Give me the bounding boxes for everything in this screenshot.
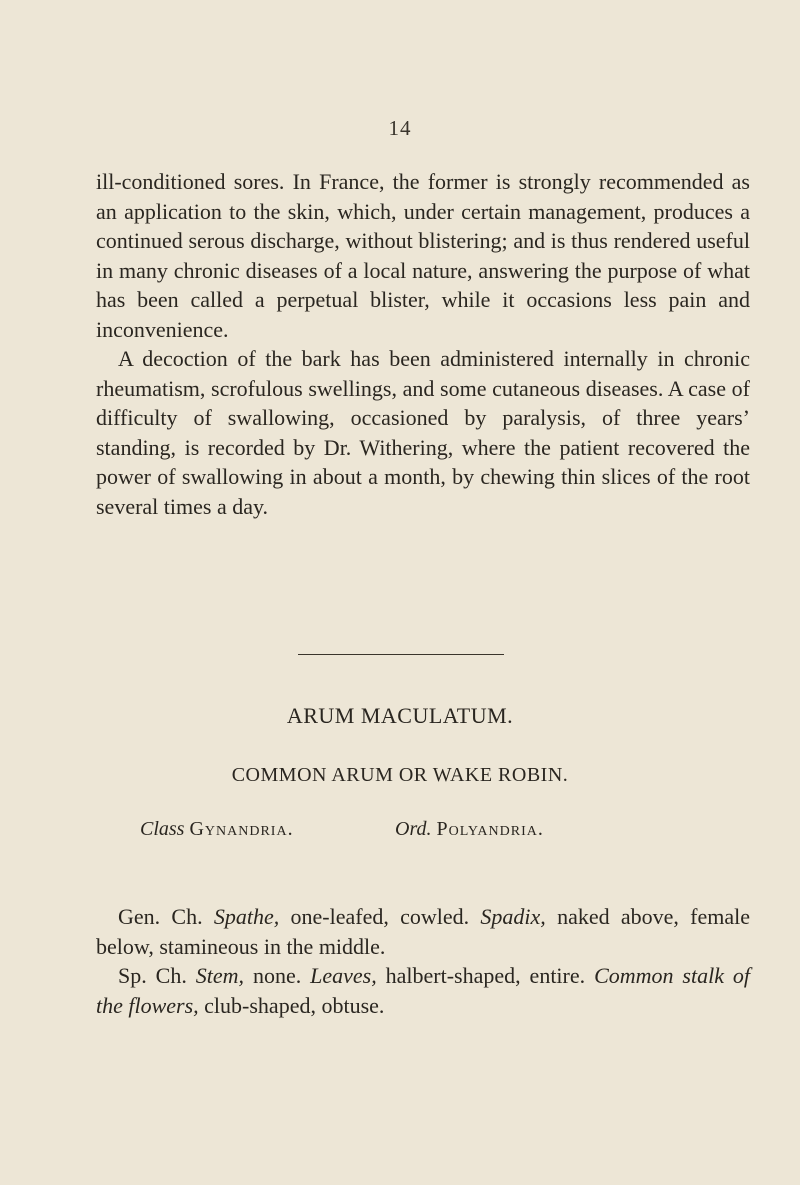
gen-text-spathe: one-leafed, cowled.: [290, 904, 470, 929]
page-number: 14: [388, 116, 412, 140]
sp-term-stem: Stem,: [195, 963, 245, 988]
sp-text-stalk: club-shaped, obtuse.: [204, 992, 385, 1018]
gen-text-spadix: naked above, female below, stamineous in the middle.: [96, 904, 750, 959]
entry-subtitle: COMMON ARUM OR WAKE ROBIN.: [231, 764, 569, 786]
section-divider: [298, 654, 504, 655]
paragraph-continuation: ill-conditioned sores. In France, the former is strongly recommended as an application to the skin, which, under certain management, produces a continued serous discharge, without blistering; and is thus rendered useful in many chronic diseases of a local nature, answering the purpose of what has been called a perpetual blister, while it occasions less pain and inconvenience.: [96, 169, 750, 342]
gen-prefix: Gen. Ch.: [118, 904, 203, 929]
sp-text-leaves: halbert-shaped, entire.: [385, 963, 586, 988]
gen-term-spathe: Spathe,: [213, 904, 280, 929]
sp-prefix: Sp. Ch.: [118, 963, 187, 988]
body-text: [96, 167, 750, 521]
class-label: Class: [140, 818, 185, 840]
class-group: [140, 818, 294, 841]
order-group: [395, 818, 544, 841]
characters-text: [96, 902, 750, 1020]
sp-text-stem: none.: [252, 963, 302, 988]
paragraph-decoction: A decoction of the bark has been administered internally in chronic rheumatism, scrofulous swellings, and some cutaneous diseases. A case of difficulty of swallowing, occasioned by paralysis, of three years’ standing, is recorded by Dr. Withering, where the patient recovered the power of swallowing in about a month, by chewing thin slices of the root several times a day.: [96, 346, 750, 519]
sp-term-leaves: Leaves,: [310, 963, 377, 988]
specific-character: [96, 961, 750, 1020]
order-label: Ord.: [395, 818, 432, 840]
entry-title: ARUM MACULATUM.: [286, 703, 514, 728]
generic-character: [96, 902, 750, 961]
class-value: Gynandria.: [189, 818, 294, 840]
order-value: Polyandria.: [436, 818, 544, 840]
gen-term-spadix: Spadix,: [480, 904, 546, 929]
sp-term-stalk: Common stalk of the flowers,: [96, 963, 751, 1018]
